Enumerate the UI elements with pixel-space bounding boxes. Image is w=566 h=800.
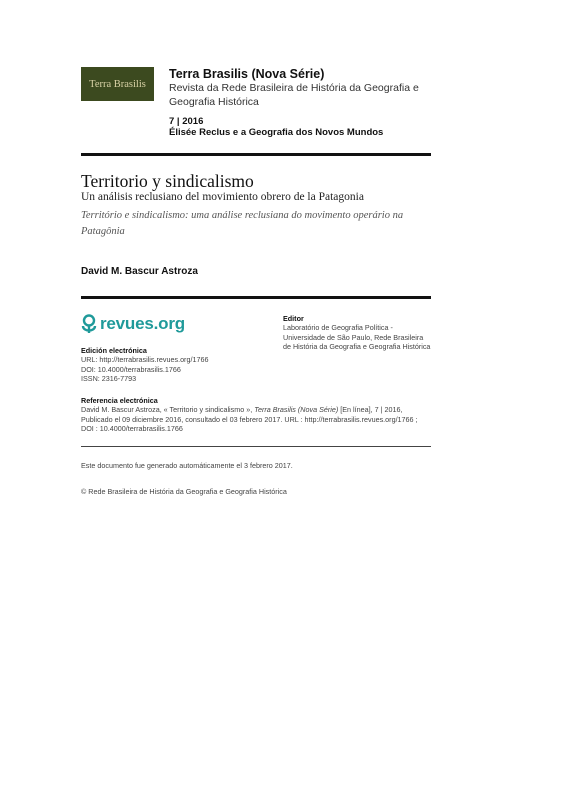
reference-prefix: David M. Bascur Astroza, « Territorio y sindicalismo », <box>81 405 255 414</box>
editor-heading: Editor <box>283 314 304 323</box>
issue-number: 7 | 2016 <box>169 116 204 127</box>
revues-logo[interactable] <box>81 313 185 335</box>
reference-suffix[interactable]: [En línea], 7 | 2016, Publicado el 09 diciembre 2016, consultado el 03 febrero 2017. URL : http://terrabrasilis.revues.org/1766 ; DOI : 10.4000/terrabrasilis.1766 <box>81 405 418 433</box>
header-divider <box>81 153 431 156</box>
generated-note: Este documento fue generado automáticamente el 3 febrero 2017. <box>81 461 293 470</box>
reference-journal: Terra Brasilis (Nova Série) <box>254 405 339 414</box>
article-alt-title: Território e sindicalismo: uma análise reclusiana do movimento operário na Patagônia <box>81 210 404 237</box>
edition-heading: Edición electrónica <box>81 346 147 355</box>
journal-subtitle: Revista da Rede Brasileira de História da Geografia e Geografia Histórica <box>169 82 419 108</box>
edition-info <box>81 355 208 384</box>
author-divider <box>81 296 431 299</box>
copyright-note: © Rede Brasileira de História da Geografia e Geografia Histórica <box>81 487 287 496</box>
journal-logo <box>81 67 154 101</box>
journal-title: Terra Brasilis (Nova Série) <box>169 67 325 81</box>
article-title: Territorio y sindicalismo <box>81 171 254 191</box>
editor-body: Laboratório de Geografia Política - Universidade de São Paulo, Rede Brasileira de História da Geografia e Geografia Histórica <box>283 323 431 351</box>
edition-doi[interactable]: DOI: 10.4000/terrabrasilis.1766 <box>81 364 181 374</box>
article-author: David M. Bascur Astroza <box>81 266 198 277</box>
issue-title: Élisée Reclus e a Geografia dos Novos Mundos <box>169 127 384 138</box>
reference-body <box>81 405 431 434</box>
article-subtitle: Un análisis reclusiano del movimiento obrero de la Patagonia <box>81 191 364 203</box>
journal-logo-text: Terra Brasilis <box>89 78 146 90</box>
edition-url[interactable]: URL: http://terrabrasilis.revues.org/1766 <box>81 355 209 364</box>
revues-logo-text: revues.org <box>100 314 185 333</box>
reference-heading: Referencia electrónica <box>81 396 158 405</box>
revues-person-icon <box>81 314 97 334</box>
edition-issn: ISSN: 2316-7793 <box>81 374 137 383</box>
reference-divider <box>81 446 431 447</box>
